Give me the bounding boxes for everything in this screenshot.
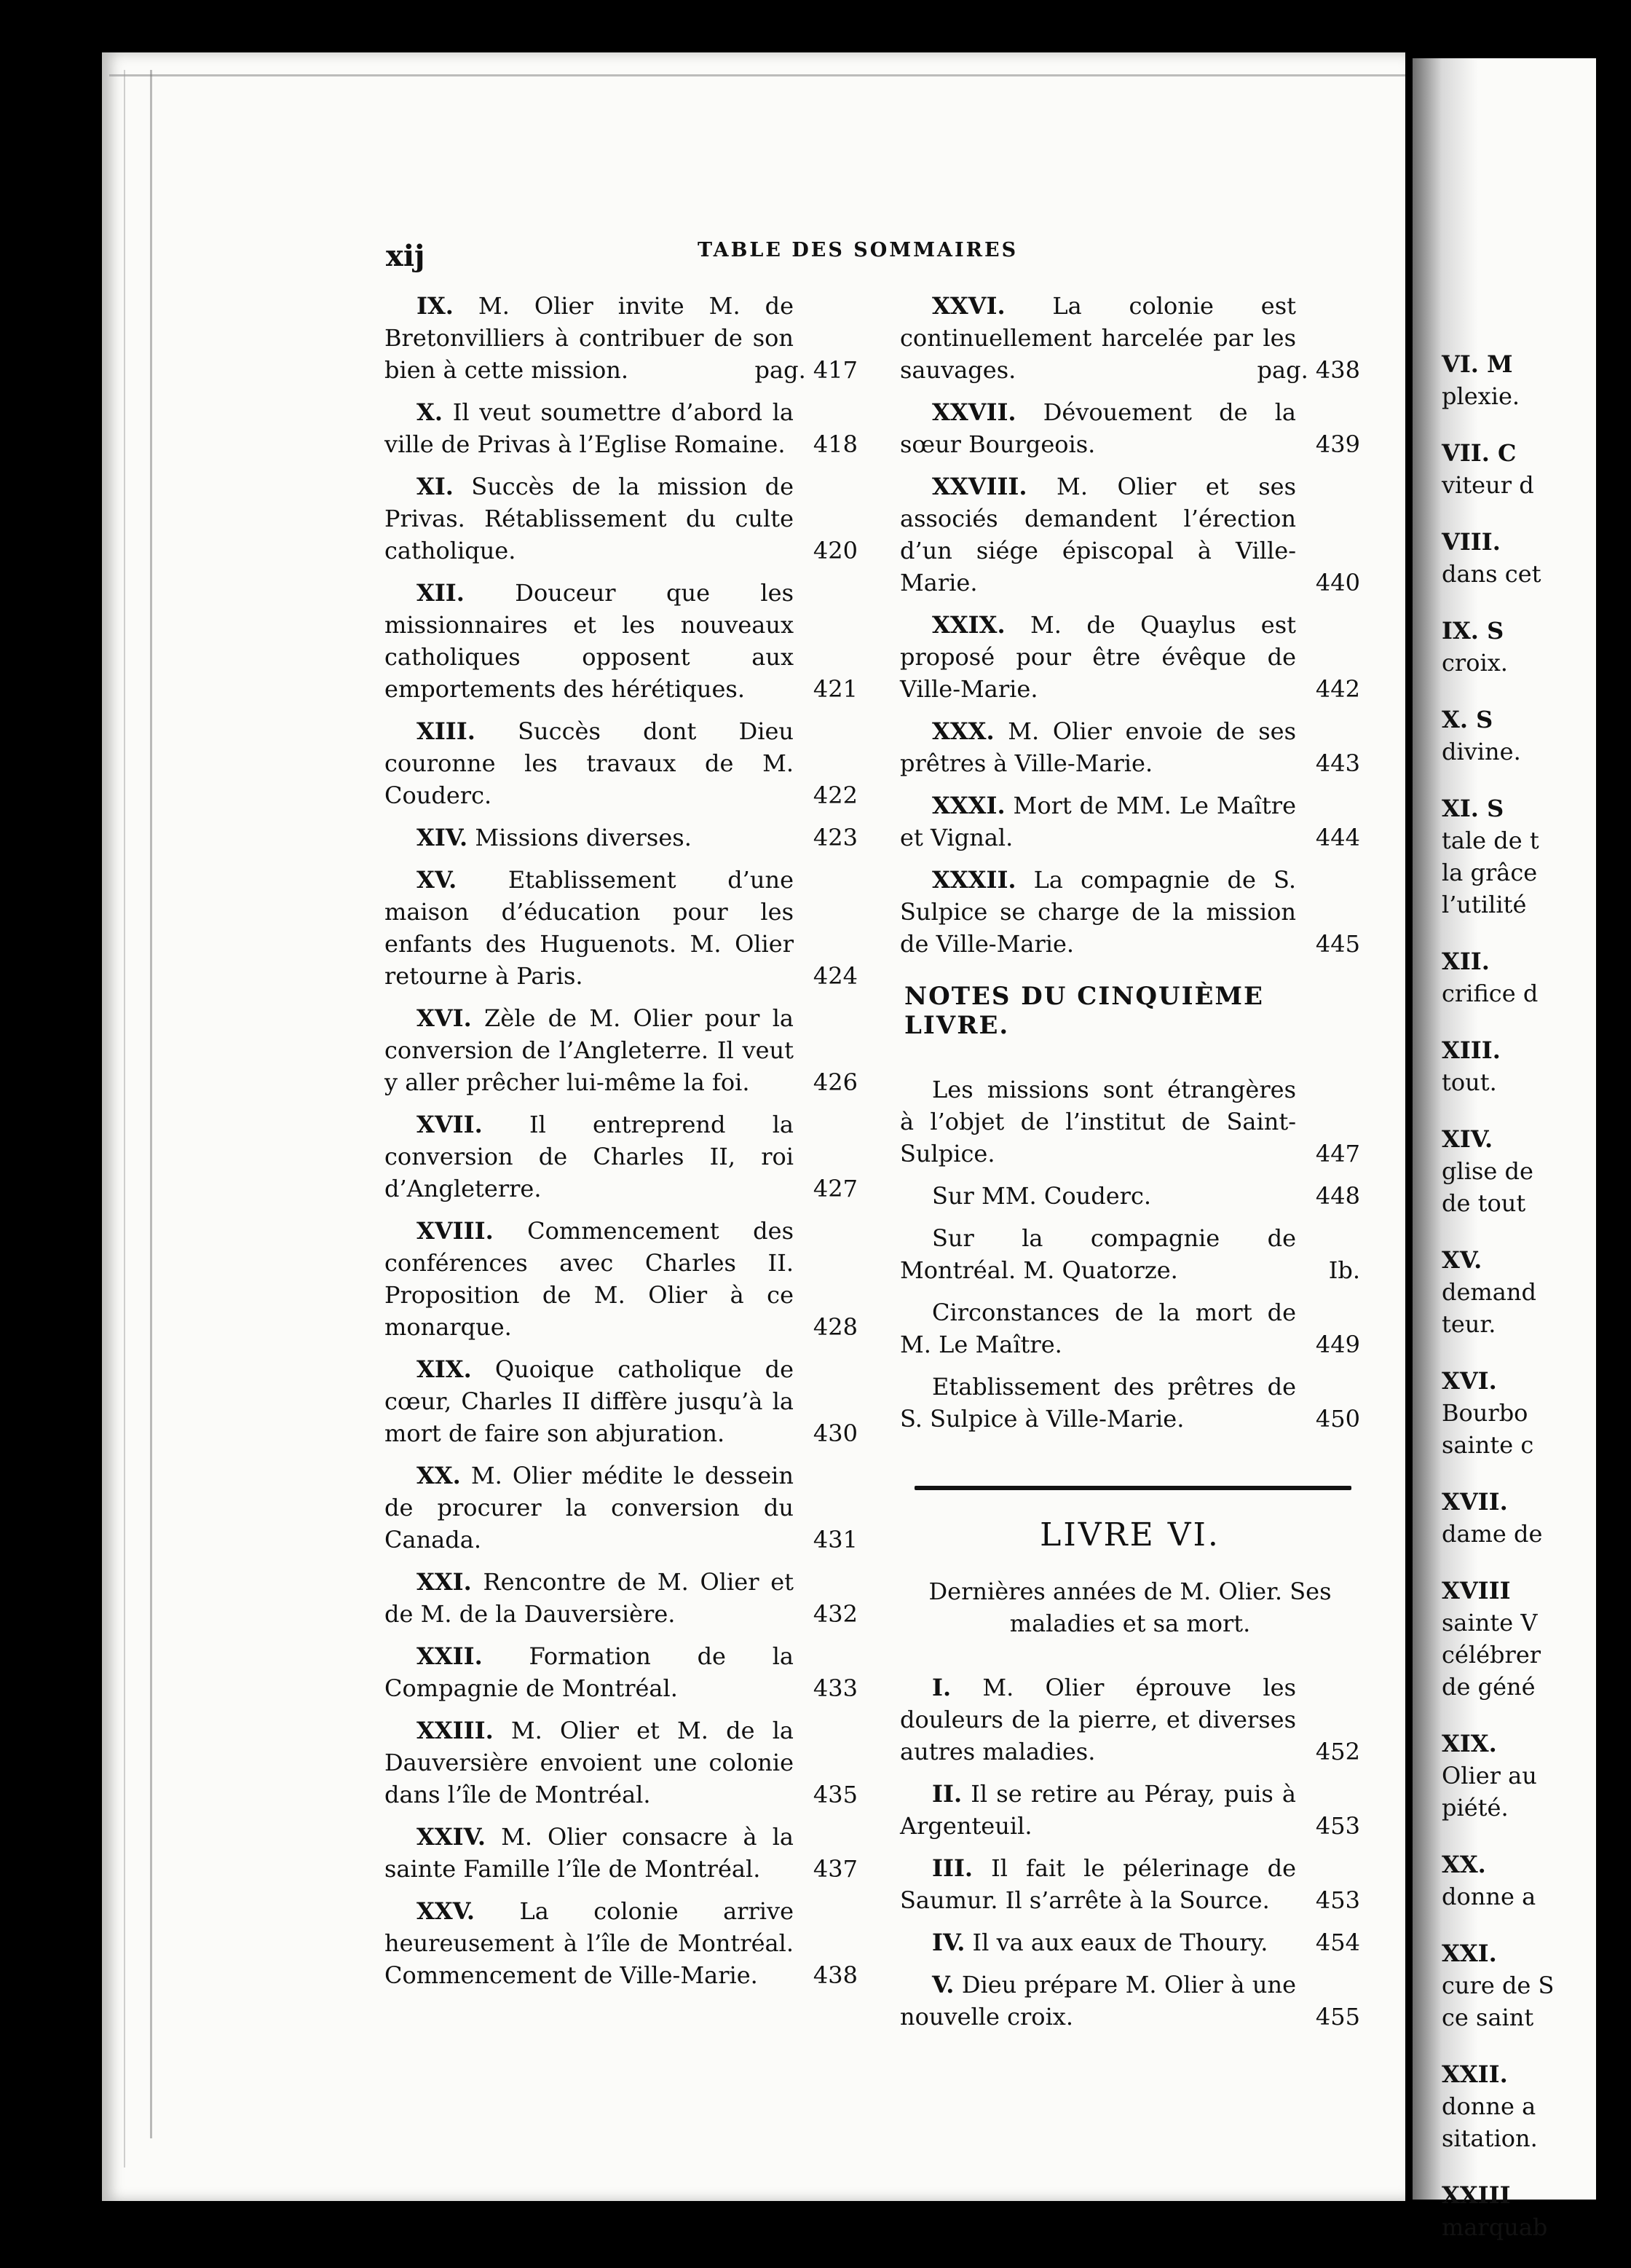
entry-number: XXI. [416, 1568, 472, 1596]
entry-page-number: 439 [1315, 430, 1360, 458]
column-left [384, 290, 858, 2001]
next-page-entry [1442, 1575, 1631, 1703]
entry-page-number: 423 [813, 824, 858, 851]
entry-text: M. de Quaylus est proposé pour être évêque de Ville-Marie. [900, 611, 1296, 703]
toc-entry [384, 470, 858, 567]
entry-number: XXVI. [932, 292, 1006, 320]
entry-text: Etablissement d’une maison d’éducation pour les enfants des Huguenots. M. Olier retourne à Paris. [384, 866, 794, 990]
entry-page-number: 421 [813, 675, 858, 703]
next-page-line: XIII. [1442, 1036, 1501, 1064]
entry-text: M. Olier médite le dessein de procurer la conversion du Canada. [384, 1462, 794, 1554]
livre-subtitle: Dernières années de M. Olier. Ses maladies et sa mort. [928, 1578, 1332, 1637]
next-page-line: teur. [1442, 1310, 1496, 1338]
toc-entry [384, 1714, 858, 1811]
entry-text: Il entreprend la conversion de Charles II, roi d’Angleterre. [384, 1111, 794, 1202]
entry-number: XXX. [932, 717, 995, 745]
entry-number: IX. [416, 292, 454, 320]
entry-text: Il fait le pélerinage de Saumur. Il s’arrête à la Source. [900, 1854, 1296, 1914]
toc-entry [384, 1109, 858, 1205]
next-page-line: célébrer [1442, 1641, 1541, 1669]
entry-number: IV. [932, 1929, 965, 1956]
next-page-entry [1442, 704, 1631, 768]
entry-text: Dévouement de la sœur Bourgeois. [900, 398, 1296, 458]
next-page-line: dame de [1442, 1520, 1543, 1548]
entry-text: M. Olier consacre à la sainte Famille l’île de Montréal. [384, 1823, 794, 1883]
entry-text: Mort de MM. Le Maître et Vignal. [900, 792, 1297, 851]
entry-number: XXIV. [416, 1823, 486, 1851]
entry-page-number: 442 [1315, 675, 1360, 703]
next-page-line: la grâce [1442, 859, 1538, 886]
entry-text: Dieu prépare M. Olier à une nouvelle croix. [900, 1971, 1297, 2031]
toc-entry [900, 290, 1360, 386]
next-page-entry [1442, 945, 1631, 1009]
next-page-line: dans cet [1442, 560, 1541, 588]
entry-number: XXVIII. [932, 473, 1027, 500]
notes-list [900, 1074, 1360, 1435]
next-page-line: XVIII [1442, 1577, 1511, 1604]
column-right [900, 290, 1360, 2043]
entry-text: M. Olier envoie de ses prêtres à Ville-Marie. [900, 717, 1297, 777]
toc-entry [900, 864, 1360, 960]
entry-page-number: 435 [813, 1781, 858, 1808]
entry-number: II. [932, 1780, 963, 1808]
entry-text: Sur la compagnie de Montréal. M. Quatorze. [900, 1224, 1296, 1284]
entry-text: Quoique catholique de cœur, Charles II diffère jusqu’à la mort de faire son abjuration. [384, 1355, 794, 1447]
next-page-line: VI. M [1442, 350, 1513, 378]
next-page-line: ce saint [1442, 2004, 1534, 2031]
entry-page-number: 424 [813, 962, 858, 990]
entry-number: XVI. [416, 1004, 472, 1032]
entry-page-number: 422 [813, 781, 858, 809]
entry-text: M. Olier invite M. de Bretonvilliers à contribuer de son bien à cette mission. [384, 292, 794, 384]
entry-page-number: 418 [813, 430, 858, 458]
next-page-entry [1442, 2058, 1631, 2154]
next-page-line: sitation. [1442, 2125, 1538, 2152]
entry-page-number: 433 [813, 1674, 858, 1702]
entry-page-number: 443 [1315, 749, 1360, 777]
next-page-line: piété. [1442, 1794, 1509, 1822]
entry-text: Circonstances de la mort de M. Le Maître. [900, 1299, 1296, 1358]
entry-text: Missions diverses. [475, 824, 692, 851]
entry-page-number: 427 [813, 1175, 858, 1202]
next-page-line: donne a [1442, 1883, 1536, 1910]
entry-text: Formation de la Compagnie de Montréal. [384, 1642, 794, 1702]
entry-page-number: 450 [1315, 1405, 1360, 1433]
entry-page-number: 444 [1315, 824, 1360, 851]
livre-title: LIVRE VI. [1040, 1516, 1220, 1554]
entry-number: XIX. [416, 1355, 472, 1383]
entry-page-number: 455 [1315, 2003, 1360, 2031]
entry-page-number: 453 [1315, 1886, 1360, 1914]
entry-number: XXII. [416, 1642, 483, 1670]
toc-entry [900, 1852, 1360, 1916]
next-page-line: XXII. [1442, 2060, 1508, 2088]
toc-entry [900, 1296, 1360, 1361]
toc-entry [900, 1180, 1360, 1212]
next-page-line: XII. [1442, 948, 1490, 975]
entry-text: M. Olier éprouve les douleurs de la pierre, et diverses autres maladies. [900, 1674, 1296, 1765]
next-page-line: cure de S [1442, 1972, 1555, 1999]
next-page-line: de tout [1442, 1189, 1526, 1217]
entry-text: Il va aux eaux de Thoury. [972, 1929, 1268, 1956]
entry-text: Il se retire au Péray, puis à Argenteuil. [900, 1780, 1296, 1840]
entry-page-number: 454 [1315, 1929, 1360, 1956]
next-page-line: plexie. [1442, 382, 1520, 410]
entry-number: XX. [416, 1462, 461, 1489]
entry-text: La colonie est continuellement harcelée par les sauvages. [900, 292, 1296, 384]
page-edge [109, 57, 1405, 76]
next-page-line: XIX. [1442, 1730, 1497, 1757]
toc-entry [900, 1672, 1360, 1768]
toc-entry [384, 1566, 858, 1630]
next-page-line: demand [1442, 1278, 1536, 1306]
next-page-entry [1442, 526, 1631, 590]
next-page-entry [1442, 1728, 1631, 1824]
page-edge [133, 70, 152, 2138]
entry-page-number: pag. 438 [1257, 356, 1360, 384]
entry-number: XV. [416, 866, 457, 894]
next-page-line: XV. [1442, 1246, 1482, 1274]
next-page-entry [1442, 615, 1631, 679]
entries-list [900, 290, 1360, 960]
entry-page-number: 432 [813, 1600, 858, 1628]
entry-text: Succès de la mission de Privas. Rétablissement du culte catholique. [384, 473, 794, 564]
entry-text: Succès dont Dieu couronne les travaux de M. Couderc. [384, 717, 794, 809]
next-page-line: XX. [1442, 1851, 1486, 1878]
entry-page-number: 430 [813, 1420, 858, 1447]
next-page-line: crifice d [1442, 980, 1539, 1007]
entry-number: I. [932, 1674, 952, 1701]
entry-number: XVII. [416, 1111, 483, 1138]
toc-entry [384, 864, 858, 992]
next-page-entry [1442, 1034, 1631, 1098]
next-page-entry [1442, 1365, 1631, 1461]
next-page-entry [1442, 2179, 1631, 2243]
next-page [1413, 58, 1596, 2241]
entry-text: Zèle de M. Olier pour la conversion de l’Angleterre. Il veut y aller prêcher lui-même la foi. [384, 1004, 794, 1096]
next-page-line: tale de t [1442, 827, 1539, 854]
next-page-line: donne a [1442, 2092, 1536, 2120]
entry-number: V. [932, 1971, 955, 1999]
toc-entry [900, 1969, 1360, 2033]
entry-page-number: 420 [813, 537, 858, 564]
toc-entry [384, 290, 858, 386]
next-page-line: XIV. [1442, 1125, 1493, 1153]
notes-title: NOTES DU CINQUIÈME LIVRE. [904, 982, 1264, 1040]
section-rule [915, 1486, 1351, 1490]
entry-number: XIII. [416, 717, 475, 745]
entry-page-number: 428 [813, 1313, 858, 1341]
entry-number: XXXII. [932, 866, 1016, 894]
entry-page-number: 445 [1315, 930, 1360, 958]
toc-entry [900, 1074, 1360, 1170]
entry-text: La colonie arrive heureusement à l’île de Montréal. Commencement de Ville-Marie. [384, 1897, 794, 1989]
entry-page-number: 431 [813, 1526, 858, 1554]
entry-number: XIV. [416, 824, 468, 851]
next-page-line: XVI. [1442, 1367, 1497, 1395]
running-title: TABLE DES SOMMAIRES [698, 239, 1019, 261]
entry-page-number: 438 [813, 1961, 858, 1989]
entry-page-number: 452 [1315, 1738, 1360, 1765]
entry-page-number: pag. 417 [754, 356, 858, 384]
toc-entry [384, 715, 858, 811]
next-page-entry [1442, 1486, 1631, 1550]
entry-number: XXIII. [416, 1717, 494, 1744]
next-page-entry [1442, 1937, 1631, 2033]
next-page-entry [1442, 1244, 1631, 1340]
next-page-line: XI. S [1442, 795, 1504, 822]
entry-text: Etablissement des prêtres de S. Sulpice à Ville-Marie. [900, 1373, 1296, 1433]
entry-number: X. [416, 398, 443, 426]
entry-text: Commencement des conférences avec Charles II. Proposition de M. Olier à ce monarque. [384, 1217, 794, 1341]
entry-text: Il veut soumettre d’abord la ville de Privas à l’Eglise Romaine. [384, 398, 794, 458]
next-page-line: glise de [1442, 1157, 1533, 1185]
next-page-line: tout. [1442, 1068, 1497, 1096]
toc-entry [900, 1778, 1360, 1842]
next-page-entry [1442, 437, 1631, 501]
next-page-line: Olier au [1442, 1762, 1537, 1789]
next-page-line: marquab [1442, 2213, 1548, 2241]
entry-number: XXVII. [932, 398, 1016, 426]
entry-text: Les missions sont étrangères à l’objet de l’institut de Saint-Sulpice. [900, 1076, 1296, 1168]
toc-entry [384, 1460, 858, 1556]
entry-page-number: 449 [1315, 1331, 1360, 1358]
entry-page-number: 453 [1315, 1812, 1360, 1840]
toc-entry [384, 1895, 858, 1991]
next-page-line: IX. S [1442, 617, 1504, 645]
toc-entry [384, 1821, 858, 1885]
toc-entry [900, 609, 1360, 705]
toc-entry [384, 1353, 858, 1449]
toc-entry [900, 715, 1360, 779]
entry-page-number: 440 [1315, 569, 1360, 596]
toc-entry [384, 822, 858, 854]
entry-number: XXIX. [932, 611, 1006, 639]
next-page-line: l’utilité [1442, 891, 1527, 918]
next-page-entry [1442, 1848, 1631, 1913]
toc-entry [900, 470, 1360, 599]
next-page-line: VIII. [1442, 528, 1501, 556]
entry-text: Rencontre de M. Olier et de M. de la Dauversière. [384, 1568, 794, 1628]
entry-text: Sur MM. Couderc. [932, 1182, 1152, 1210]
entry-number: III. [932, 1854, 974, 1882]
toc-entry [384, 1002, 858, 1098]
entry-number: XXXI. [932, 792, 1006, 819]
next-page-entry [1442, 792, 1631, 921]
entry-number: XI. [416, 473, 454, 500]
entry-page-number: Ib. [1328, 1256, 1360, 1284]
next-page-line: divine. [1442, 738, 1521, 765]
entry-page-number: 426 [813, 1068, 858, 1096]
entry-number: XVIII. [416, 1217, 494, 1245]
page-edge [109, 70, 125, 2167]
next-page-line: sainte V [1442, 1609, 1538, 1637]
livre-entries-list [900, 1672, 1360, 2033]
next-page-line: croix. [1442, 649, 1508, 677]
next-page-line: VII. C [1442, 439, 1517, 467]
toc-entry [384, 396, 858, 460]
entry-text: La compagnie de S. Sulpice se charge de la mission de Ville-Marie. [900, 866, 1296, 958]
toc-entry [900, 790, 1360, 854]
entry-number: XII. [416, 579, 465, 607]
entry-page-number: 437 [813, 1855, 858, 1883]
toc-entry [900, 1926, 1360, 1958]
next-page-line: XXIII [1442, 2181, 1511, 2209]
next-page-line: XVII. [1442, 1488, 1508, 1516]
toc-entry [900, 1371, 1360, 1435]
next-page-line: sainte c [1442, 1431, 1534, 1459]
next-page-entry [1442, 1123, 1631, 1219]
next-page-line: X. S [1442, 706, 1493, 733]
entry-text: Douceur que les missionnaires et les nouveaux catholiques opposent aux emportements des hérétiques. [384, 579, 794, 703]
entry-page-number: 448 [1315, 1182, 1360, 1210]
toc-entry [384, 577, 858, 705]
next-page-entry [1442, 348, 1631, 412]
entry-text: M. Olier et M. de la Dauversière envoient une colonie dans l’île de Montréal. [384, 1717, 794, 1808]
entry-number: XXV. [416, 1897, 475, 1925]
next-page-line: XXI. [1442, 1940, 1497, 1967]
toc-entry [384, 1640, 858, 1704]
toc-entry [900, 396, 1360, 460]
toc-entry [900, 1222, 1360, 1286]
next-page-fragments [1442, 348, 1631, 2268]
next-page-line: Bourbo [1442, 1399, 1528, 1427]
entry-text: M. Olier et ses associés demandent l’érection d’un siége épiscopal à Ville-Marie. [900, 473, 1297, 596]
next-page-line: viteur d [1442, 471, 1534, 499]
next-page-line: de géné [1442, 1673, 1536, 1701]
folio: xij [386, 239, 425, 273]
entry-page-number: 447 [1315, 1140, 1360, 1168]
toc-entry [384, 1215, 858, 1343]
